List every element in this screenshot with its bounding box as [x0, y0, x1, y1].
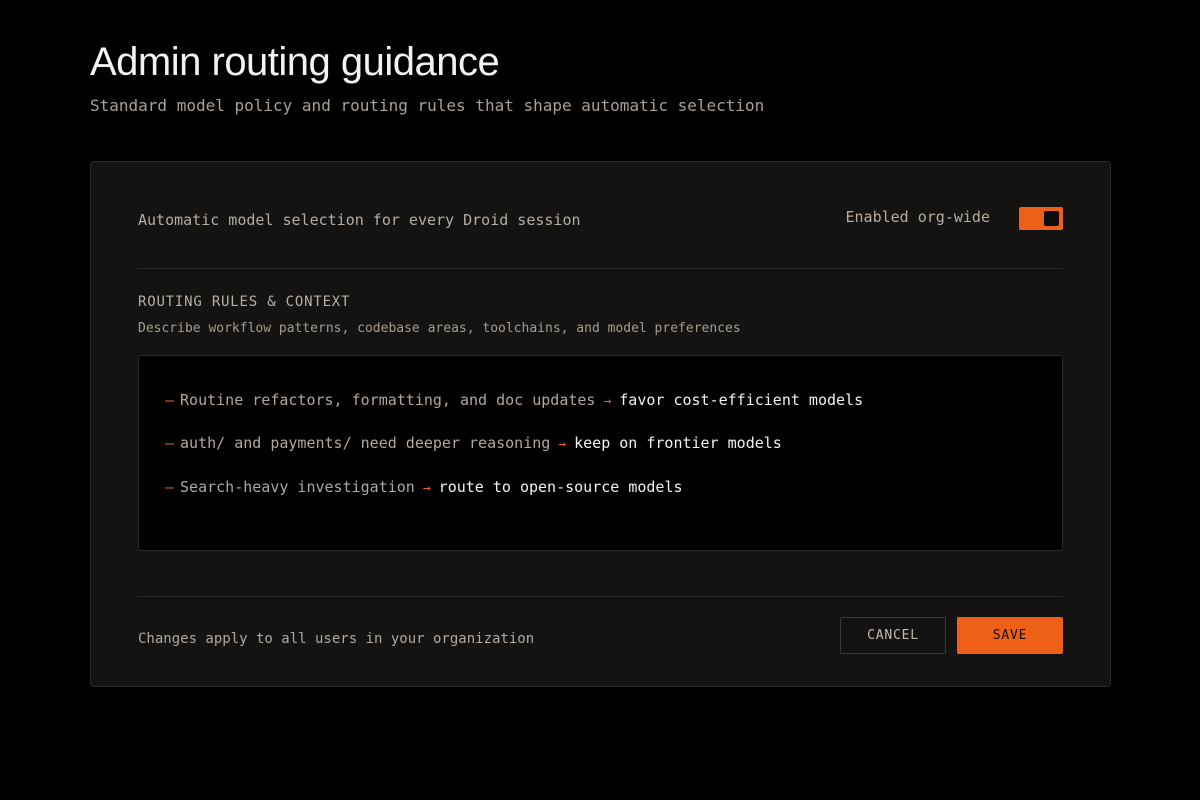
arrow-right-icon: →: [603, 394, 612, 409]
rule-condition: Search-heavy investigation: [180, 478, 415, 496]
page-title: Admin routing guidance: [90, 40, 500, 84]
routing-rules-editor[interactable]: [138, 355, 1063, 551]
rule-dash: –: [165, 434, 175, 452]
save-button[interactable]: SAVE: [957, 617, 1063, 654]
toggle-knob: [1044, 211, 1059, 226]
rule-condition: Routine refactors, formatting, and doc updates: [180, 391, 596, 409]
section-description: Describe workflow patterns, codebase areas, toolchains, and model preferences: [138, 321, 741, 336]
cancel-button[interactable]: CANCEL: [840, 617, 946, 654]
rule-action: favor cost-efficient models: [619, 391, 864, 409]
auto-selection-label: Automatic model selection for every Droid session: [138, 211, 581, 229]
rule-line: [165, 391, 863, 409]
rule-dash: –: [165, 391, 175, 409]
rule-line: [165, 478, 683, 496]
page-subtitle: Standard model policy and routing rules that shape automatic selection: [90, 96, 765, 115]
rule-dash: –: [165, 478, 175, 496]
org-wide-toggle[interactable]: [1019, 207, 1063, 230]
divider: [138, 596, 1063, 597]
arrow-right-icon: →: [558, 437, 567, 452]
enabled-org-wide-label: Enabled org-wide: [845, 208, 990, 226]
rule-condition: auth/ and payments/ need deeper reasoning: [180, 434, 551, 452]
footer-note: Changes apply to all users in your organization: [138, 631, 535, 647]
rule-line: [165, 434, 782, 452]
arrow-right-icon: →: [422, 481, 431, 496]
rule-action: keep on frontier models: [574, 434, 782, 452]
divider: [138, 268, 1063, 269]
rule-action: route to open-source models: [438, 478, 683, 496]
routing-settings-card: [90, 161, 1111, 687]
section-heading: ROUTING RULES & CONTEXT: [138, 294, 351, 310]
